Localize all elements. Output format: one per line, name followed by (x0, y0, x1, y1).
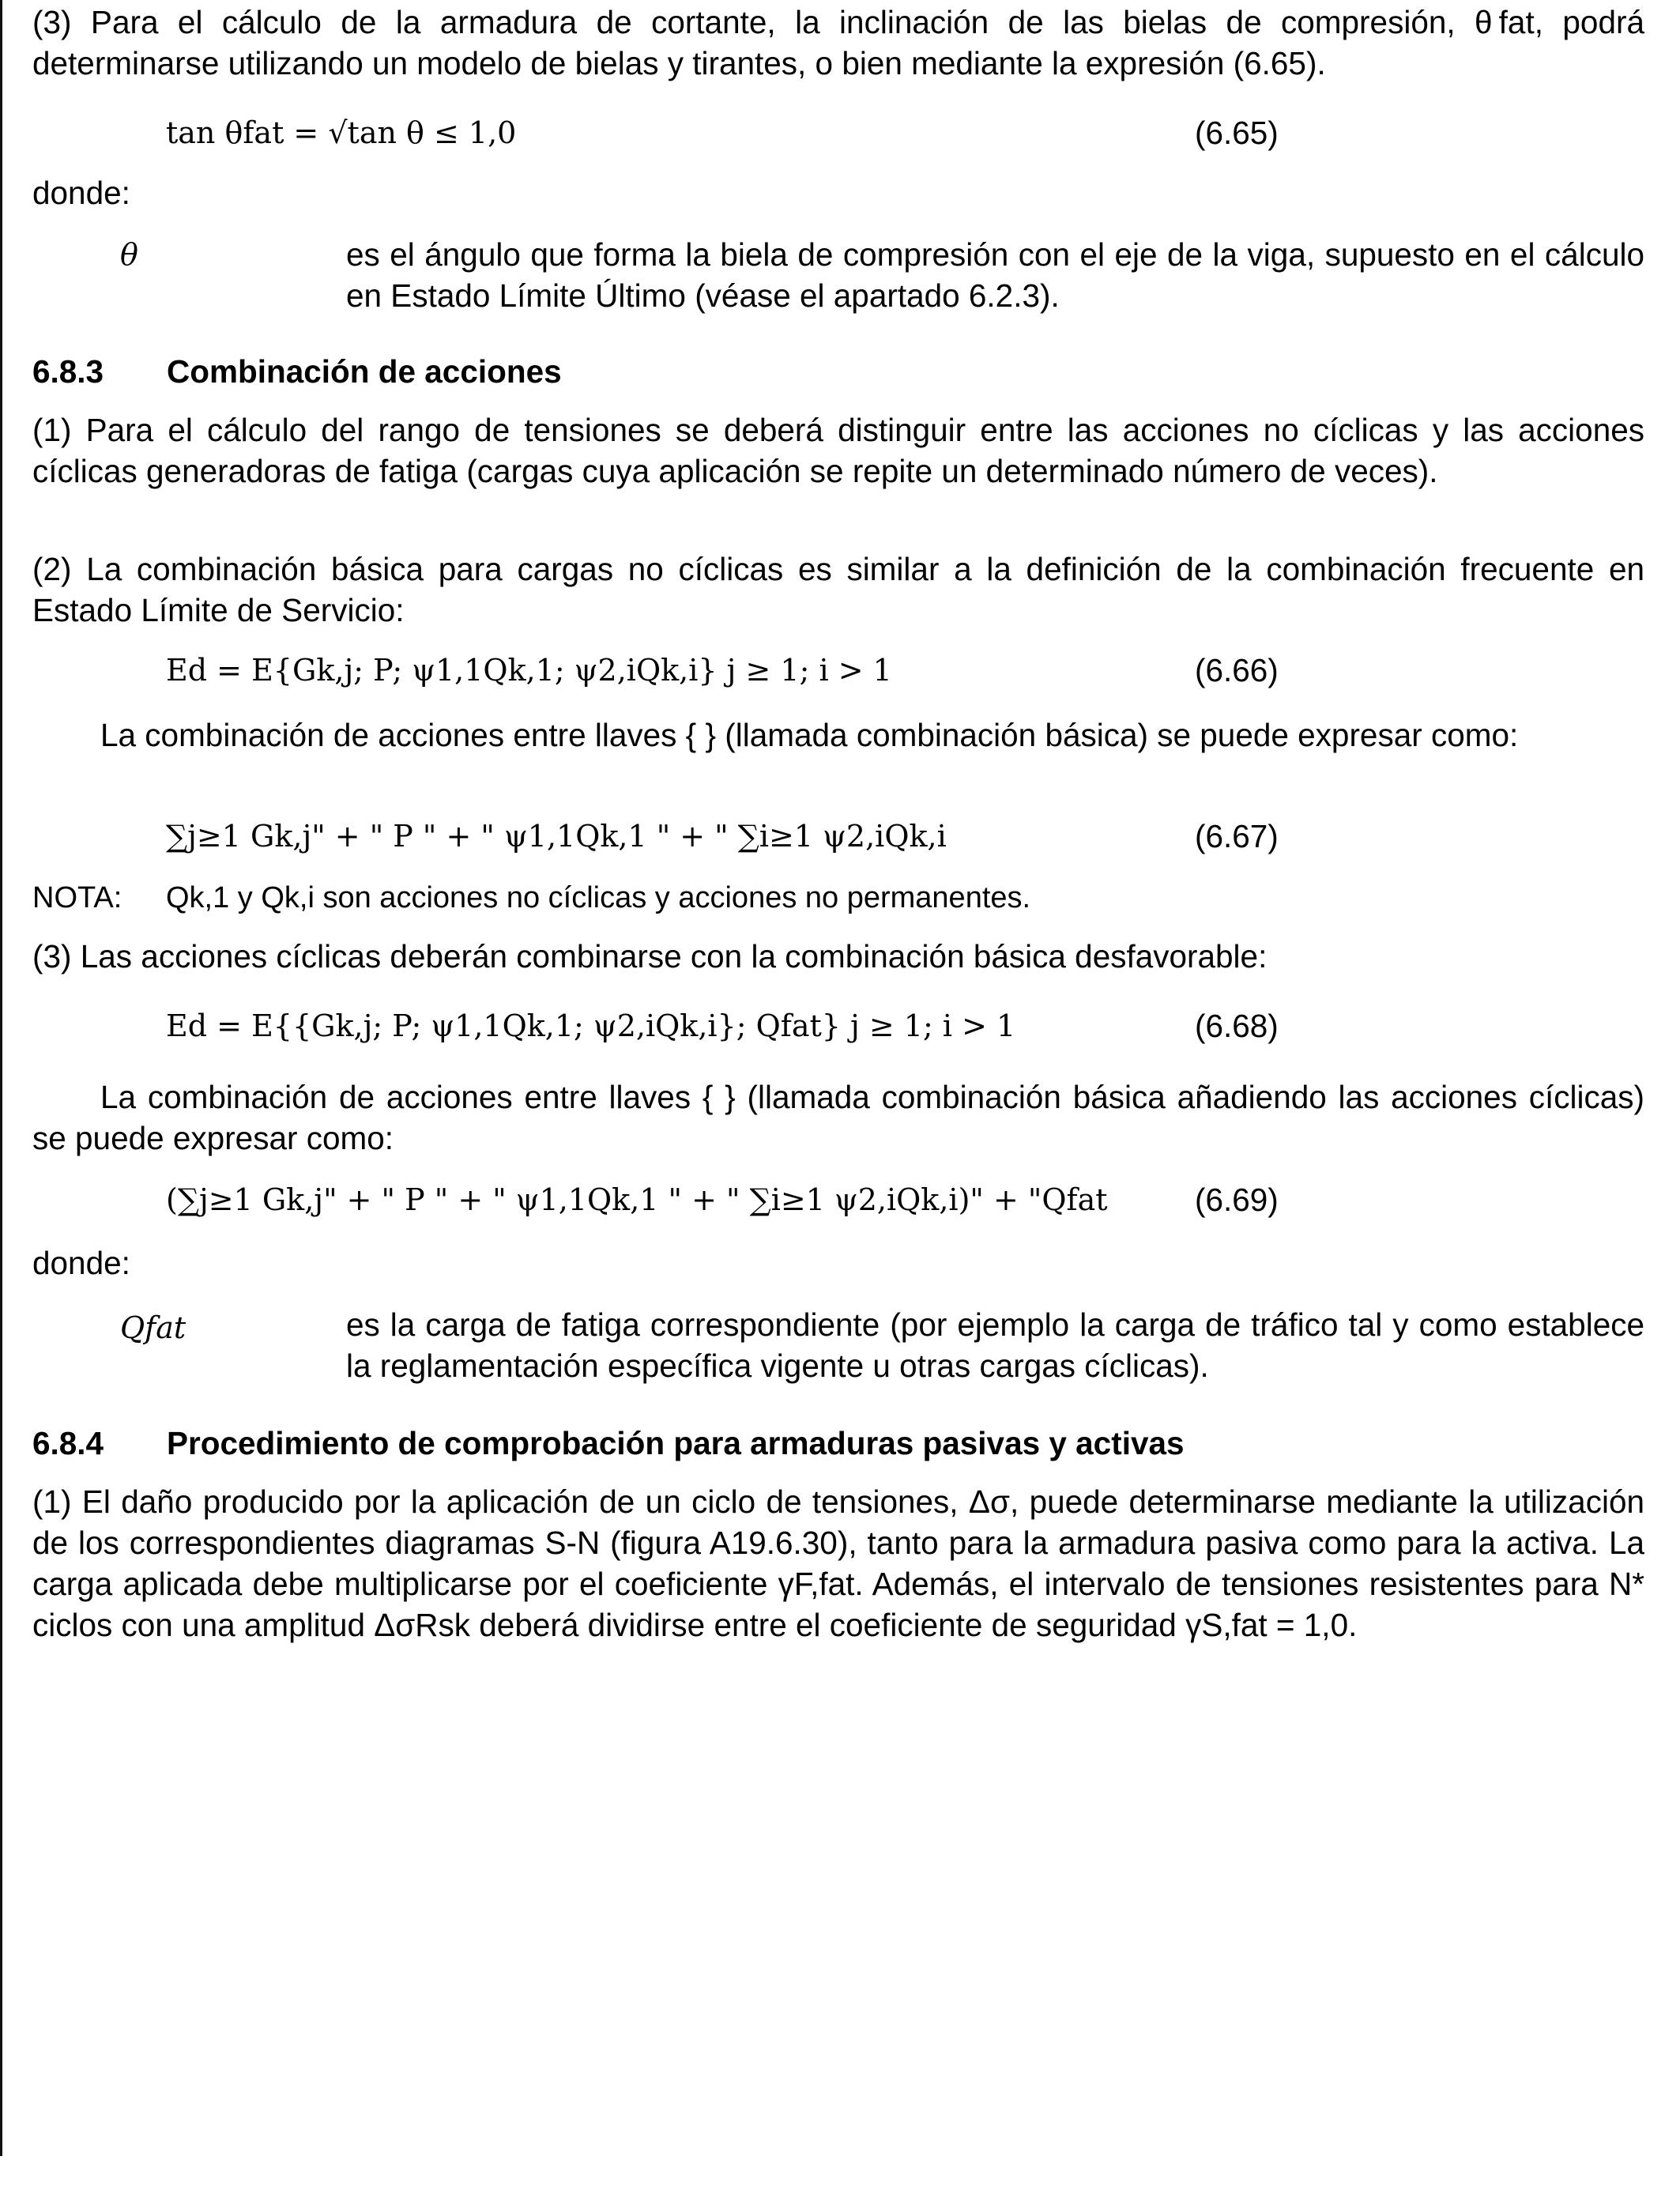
donde-label-2: donde: (32, 1245, 130, 1281)
paragraph-1-damage-sn: (1) El daño producido por la aplicación de un ciclo de tensiones, Δσ, puede determinarse mediante la utilización de los correspondientes diagramas S-N (figura A19.6.30), tanto para la armadura pasiva como para la activa. La carga aplicada debe multiplicarse por el coeficiente γF,fat. Además, el intervalo de tensiones resistentes para N* ciclos con una amplitud ΔσRsk deberá dividirse entre el coeficiente de seguridad γS,fat = 1,0. (32, 1483, 1644, 1643)
heading-6-8-3-number: 6.8.3 (32, 353, 104, 390)
heading-6-8-4 (32, 1423, 1185, 1464)
heading-6-8-3-title: Combinación de acciones (167, 353, 562, 390)
heading-6-8-3 (32, 351, 562, 392)
equation-6-65-number: (6.65) (1195, 115, 1279, 151)
paragraph-basic-combination-braces: La combinación de acciones entre llaves { } (llamada combinación básica) se puede expresar como: (100, 717, 1519, 753)
equation-6-67: ∑j≥1 Gk,j" + " P " + " ψ1,1Qk,1 " + " ∑i≥1 ψ2,iQk,i (166, 819, 947, 854)
heading-6-8-4-number: 6.8.4 (32, 1425, 104, 1461)
paragraph-3-cyclic-actions: (3) Las acciones cíclicas deberán combinarse con la combinación básica desfavorable: (32, 938, 1268, 974)
donde-label: donde: (32, 175, 130, 211)
equation-6-69: (∑j≥1 Gk,j" + " P " + " ψ1,1Qk,1 " + " ∑i≥1 ψ2,iQk,i)" + "Qfat (166, 1182, 1108, 1217)
qfat-definition: es la carga de fatiga correspondiente (por ejemplo la carga de tráfico tal y como establece la reglamentación específica vigente u otras cargas cíclicas). (346, 1306, 1644, 1384)
equation-6-66: Ed = E{Gk,j; P; ψ1,1Qk,1; ψ2,iQk,i} j ≥ 1; i > 1 (166, 653, 892, 688)
equation-6-69-number: (6.69) (1195, 1182, 1279, 1218)
paragraph-cyclic-combination-braces: La combinación de acciones entre llaves { } (llamada combinación básica añadiendo las acciones cíclicas) se puede expresar como: (32, 1079, 1644, 1156)
equation-6-65: tan θfat = √tan θ ≤ 1,0 (166, 115, 517, 150)
paragraph-1-stress-range: (1) Para el cálculo del rango de tensiones se deberá distinguir entre las acciones no cíclicas y las acciones cíclicas generadoras de fatiga (cargas cuya aplicación se repite un determinado número de veces). (32, 412, 1644, 489)
theta-symbol: θ (120, 237, 138, 272)
qfat-symbol: Qfat (120, 1310, 186, 1345)
left-margin-rule (0, 0, 2, 2156)
nota-text: Qk,1 y Qk,i son acciones no cíclicas y acciones no permanentes. (166, 881, 1031, 914)
paragraph-2-basic-combination: (2) La combinación básica para cargas no cíclicas es similar a la definición de la combinación frecuente en Estado Límite de Servicio: (32, 551, 1644, 628)
nota-label: NOTA: (32, 881, 122, 914)
equation-6-67-number: (6.67) (1195, 818, 1279, 854)
equation-6-68-number: (6.68) (1195, 1008, 1279, 1044)
equation-6-66-number: (6.66) (1195, 652, 1279, 688)
theta-definition: es el ángulo que forma la biela de compresión con el eje de la viga, supuesto en el cálculo en Estado Límite Último (véase el apartado 6.2.3). (346, 236, 1644, 314)
heading-6-8-4-title: Procedimiento de comprobación para armaduras pasivas y activas (167, 1425, 1185, 1461)
equation-6-68: Ed = E{{Gk,j; P; ψ1,1Qk,1; ψ2,iQk,i}; Qfat} j ≥ 1; i > 1 (166, 1008, 1016, 1043)
paragraph-3-shear: (3) Para el cálculo de la armadura de cortante, la inclinación de las bielas de compresión, θ fat, podrá determinarse utilizando un modelo de bielas y tirantes, o bien mediante la expresión (6.65). (32, 4, 1644, 81)
